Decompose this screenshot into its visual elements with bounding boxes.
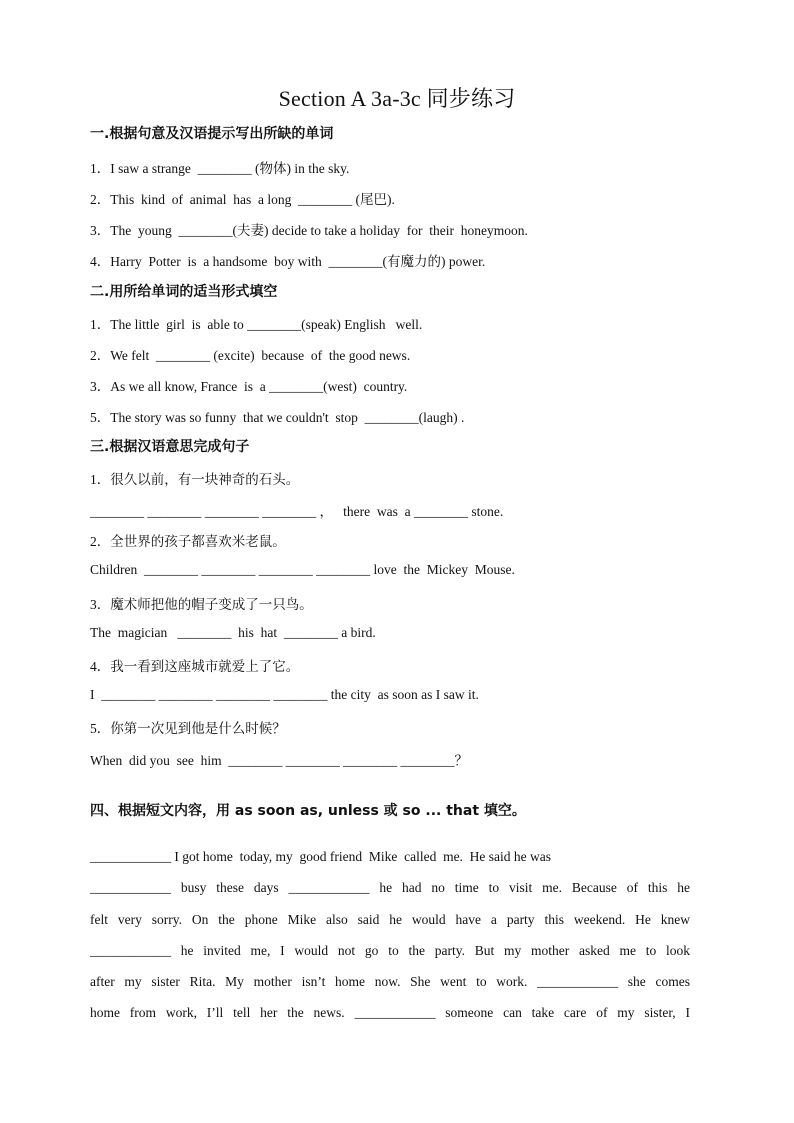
answer-line: Children ________ ________ ________ ________ love the Mickey Mouse. [90, 562, 515, 577]
section-3-heading: 三.根据汉语意思完成句子 [90, 439, 250, 455]
passage-line: after my sister Rita. My mother isn’t home now. She went to work. ____________ she comes [90, 974, 690, 989]
section-1-heading: 一.根据句意及汉语提示写出所缺的单词 [90, 126, 334, 142]
question-line: 5．The story was so funny that we couldn't stop ________(laugh) . [90, 410, 465, 425]
question-line: 1．The little girl is able to ________(speak) English well. [90, 317, 423, 332]
passage-line: home from work, I’ll tell her the news. ____________ someone can take care of my sister, I [90, 1005, 690, 1020]
section-2-heading: 二.用所给单词的适当形式填空 [90, 284, 278, 300]
question-prompt: 2．全世界的孩子都喜欢米老鼠。 [90, 534, 286, 549]
question-line: 3．The young ________(夫妻) decide to take a holiday for their honeymoon. [90, 223, 528, 238]
question-line: 2．This kind of animal has a long ________ (尾巴). [90, 192, 395, 207]
answer-line: I ________ ________ ________ ________ the city as soon as I saw it. [90, 687, 479, 702]
question-prompt: 1．很久以前，有一块神奇的石头。 [90, 472, 300, 487]
question-prompt: 4．我一看到这座城市就爱上了它。 [90, 659, 300, 674]
passage-line: felt very sorry. On the phone Mike also said he would have a party this weekend. He knew [90, 912, 690, 927]
passage-line: ____________ busy these days ____________ he had no time to visit me. Because of this he [90, 880, 690, 895]
passage-line: ____________ I got home today, my good friend Mike called me. He said he was [90, 849, 552, 864]
question-line: 1．I saw a strange ________ (物体) in the sky. [90, 161, 350, 176]
section-4-heading: 四、根据短文内容，用 as soon as, unless 或 so ... that 填空。 [90, 803, 526, 819]
question-line: 2．We felt ________ (excite) because of the good news. [90, 348, 411, 363]
question-line: 3．As we all know, France is a ________(west) country. [90, 379, 408, 394]
answer-line: ________ ________ ________ ________ ， there was a ________ stone. [90, 504, 504, 519]
question-prompt: 5．你第一次见到他是什么时候？ [90, 721, 286, 736]
question-line: 4．Harry Potter is a handsome boy with ________(有魔力的) power. [90, 254, 486, 269]
question-prompt: 3．魔术师把他的帽子变成了一只鸟。 [90, 597, 313, 612]
answer-line: When did you see him ________ ________ ________ ________？ [90, 753, 468, 768]
answer-line: The magician ________ his hat ________ a bird. [90, 625, 376, 640]
passage-line: ____________ he invited me, I would not go to the party. But my mother asked me to look [90, 943, 690, 958]
page-title: Section A 3a-3c 同步练习 [278, 86, 516, 111]
